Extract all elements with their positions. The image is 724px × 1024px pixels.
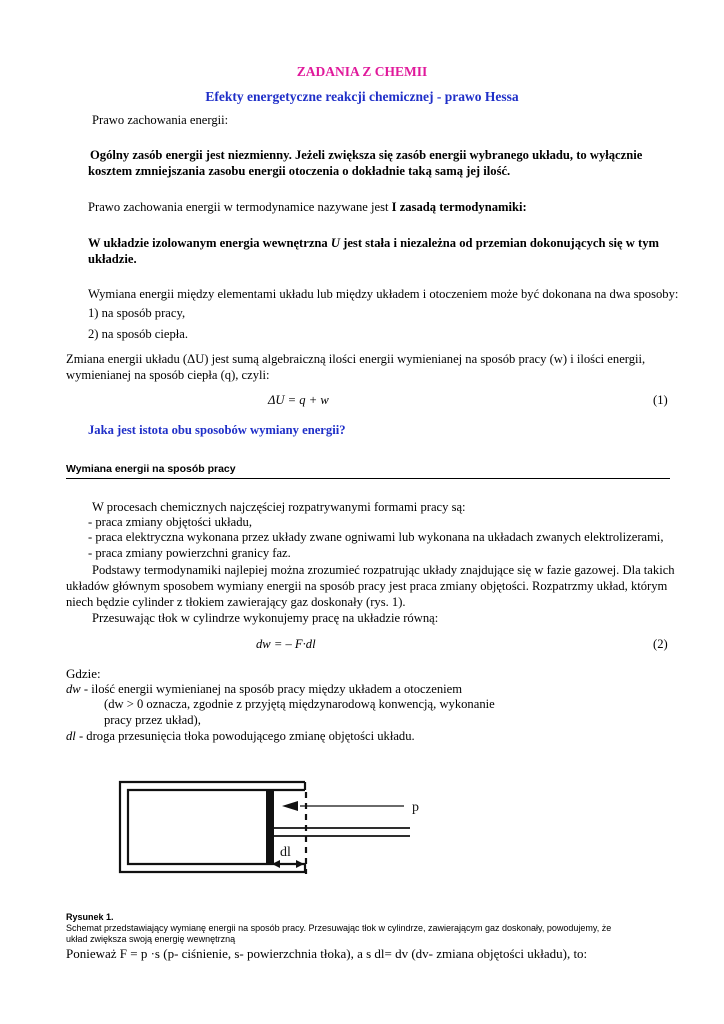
definition-dw-note2: pracy przez układ), bbox=[104, 713, 201, 727]
list-item-heat: 2) na sposób ciepła. bbox=[88, 327, 189, 341]
final-sentence: Ponieważ F = p ·s (p- ciśnienie, s- powierzchnia tłoka), a s dl= dv (dv- zmiana objętości układu), to: bbox=[66, 946, 588, 961]
section-heading: Wymiana energii na sposób pracy bbox=[66, 463, 236, 475]
piston-work-intro: Przesuwając tłok w cylindrze wykonujemy pracę na układzie równą: bbox=[92, 611, 439, 625]
thermo-basics-line2: układów głównym sposobem wymiany energii na sposób pracy jest praca zmiany objętości. Rozpatrzmy układ, którym bbox=[66, 579, 668, 593]
definition-dl bbox=[66, 729, 415, 744]
page-title: ZADANIA Z CHEMII bbox=[296, 64, 428, 79]
where-label: Gdzie: bbox=[66, 666, 101, 681]
energy-law-statement-line1: Ogólny zasób energii jest niezmienny. Jeżeli zwiększa się zasób energii wybranego układu, to wyłącznie bbox=[90, 148, 643, 162]
energy-law-label: Prawo zachowania energii: bbox=[92, 113, 229, 127]
first-law-statement-u: U bbox=[330, 236, 340, 250]
definition-dw-symbol: dw bbox=[66, 682, 81, 696]
figure-caption-line1: Schemat przedstawiający wymianę energii na sposób pracy. Przesuwając tłok w cylindrze, zawierającym gaz doskonały, powodujemy, że bbox=[66, 923, 612, 933]
equation-2-number: (2) bbox=[653, 637, 668, 651]
thermo-basics-line3: niech będzie cylinder z tłokiem zawierający gaz doskonały (rys. 1). bbox=[66, 595, 406, 609]
question: Jaka jest istota obu sposobów wymiany energii? bbox=[88, 423, 346, 437]
exchange-paragraph: Wymiana energii między elementami układu lub między układem i otoczeniem może być dokonana na dwa sposoby: bbox=[88, 287, 679, 301]
list-item-work: 1) na sposób pracy, bbox=[88, 306, 186, 320]
equation-1: ΔU = q + w bbox=[268, 393, 329, 407]
work-form-electric: - praca elektryczna wykonana przez układy zwane ogniwami lub wykonana na układach zwanych elektrolizerami, bbox=[88, 530, 664, 544]
definition-dw-note1: (dw > 0 oznacza, zgodnie z przyjętą międzynarodową konwencją, wykonanie bbox=[104, 697, 495, 711]
pressure-label: p bbox=[412, 800, 419, 815]
first-law-statement-line1 bbox=[88, 236, 659, 251]
section-divider bbox=[66, 478, 670, 479]
dl-label: dl bbox=[280, 845, 291, 860]
energy-law-statement-line2: kosztem zmniejszania zasobu energii otoczenia o dokładnie taką samą jej ilość. bbox=[88, 164, 511, 178]
cylinder-wall-outer bbox=[120, 782, 305, 872]
figure-caption-line2: układ zwiększa swoją energię wewnętrzną bbox=[66, 934, 236, 944]
cylinder-wall-inner bbox=[128, 790, 305, 864]
thermo-basics-line1: Podstawy termodynamiki najlepiej można zrozumieć rozpatrując układy znajdujące się w fazie gazowej. Dla takich bbox=[92, 563, 675, 577]
energy-change-line2: wymienianej na sposób ciepła (q), czyli: bbox=[66, 368, 270, 382]
piston-cylinder-figure bbox=[110, 770, 430, 890]
energy-change-line1: Zmiana energii układu (ΔU) jest sumą algebraiczną ilości energii wymienianej na sposób pracy (w) i ilości energii, bbox=[66, 352, 646, 366]
work-form-volume: - praca zmiany objętości układu, bbox=[88, 515, 253, 529]
first-law-intro-text: Prawo zachowania energii w termodynamice nazywane jest bbox=[88, 200, 392, 214]
definition-dl-text: - droga przesunięcia tłoka powodującego zmianę objętości układu. bbox=[75, 729, 415, 743]
work-forms-intro: W procesach chemicznych najczęściej rozpatrywanymi formami pracy są: bbox=[92, 500, 466, 514]
first-law-statement-line2: układzie. bbox=[88, 252, 137, 266]
first-law-name: I zasadą termodynamiki: bbox=[391, 200, 527, 214]
definition-dw-text: - ilość energii wymienianej na sposób pracy między układem a otoczeniem bbox=[80, 682, 463, 696]
figure-caption-title: Rysunek 1. bbox=[66, 912, 114, 922]
definition-dl-symbol: dl bbox=[66, 729, 76, 743]
work-form-surface: - praca zmiany powierzchni granicy faz. bbox=[88, 546, 291, 560]
first-law-statement-a: W układzie izolowanym energia wewnętrzna bbox=[88, 236, 331, 250]
first-law-intro bbox=[88, 200, 527, 215]
equation-2: dw = – F·dl bbox=[256, 637, 316, 651]
piston-head bbox=[266, 791, 274, 863]
equation-1-number: (1) bbox=[653, 393, 668, 407]
definition-dw bbox=[66, 682, 462, 697]
page-subtitle: Efekty energetyczne reakcji chemicznej - prawo Hessa bbox=[205, 89, 519, 104]
first-law-statement-b: jest stała i niezależna od przemian dokonujących się w tym bbox=[339, 236, 660, 250]
pressure-arrow-head bbox=[282, 801, 298, 811]
